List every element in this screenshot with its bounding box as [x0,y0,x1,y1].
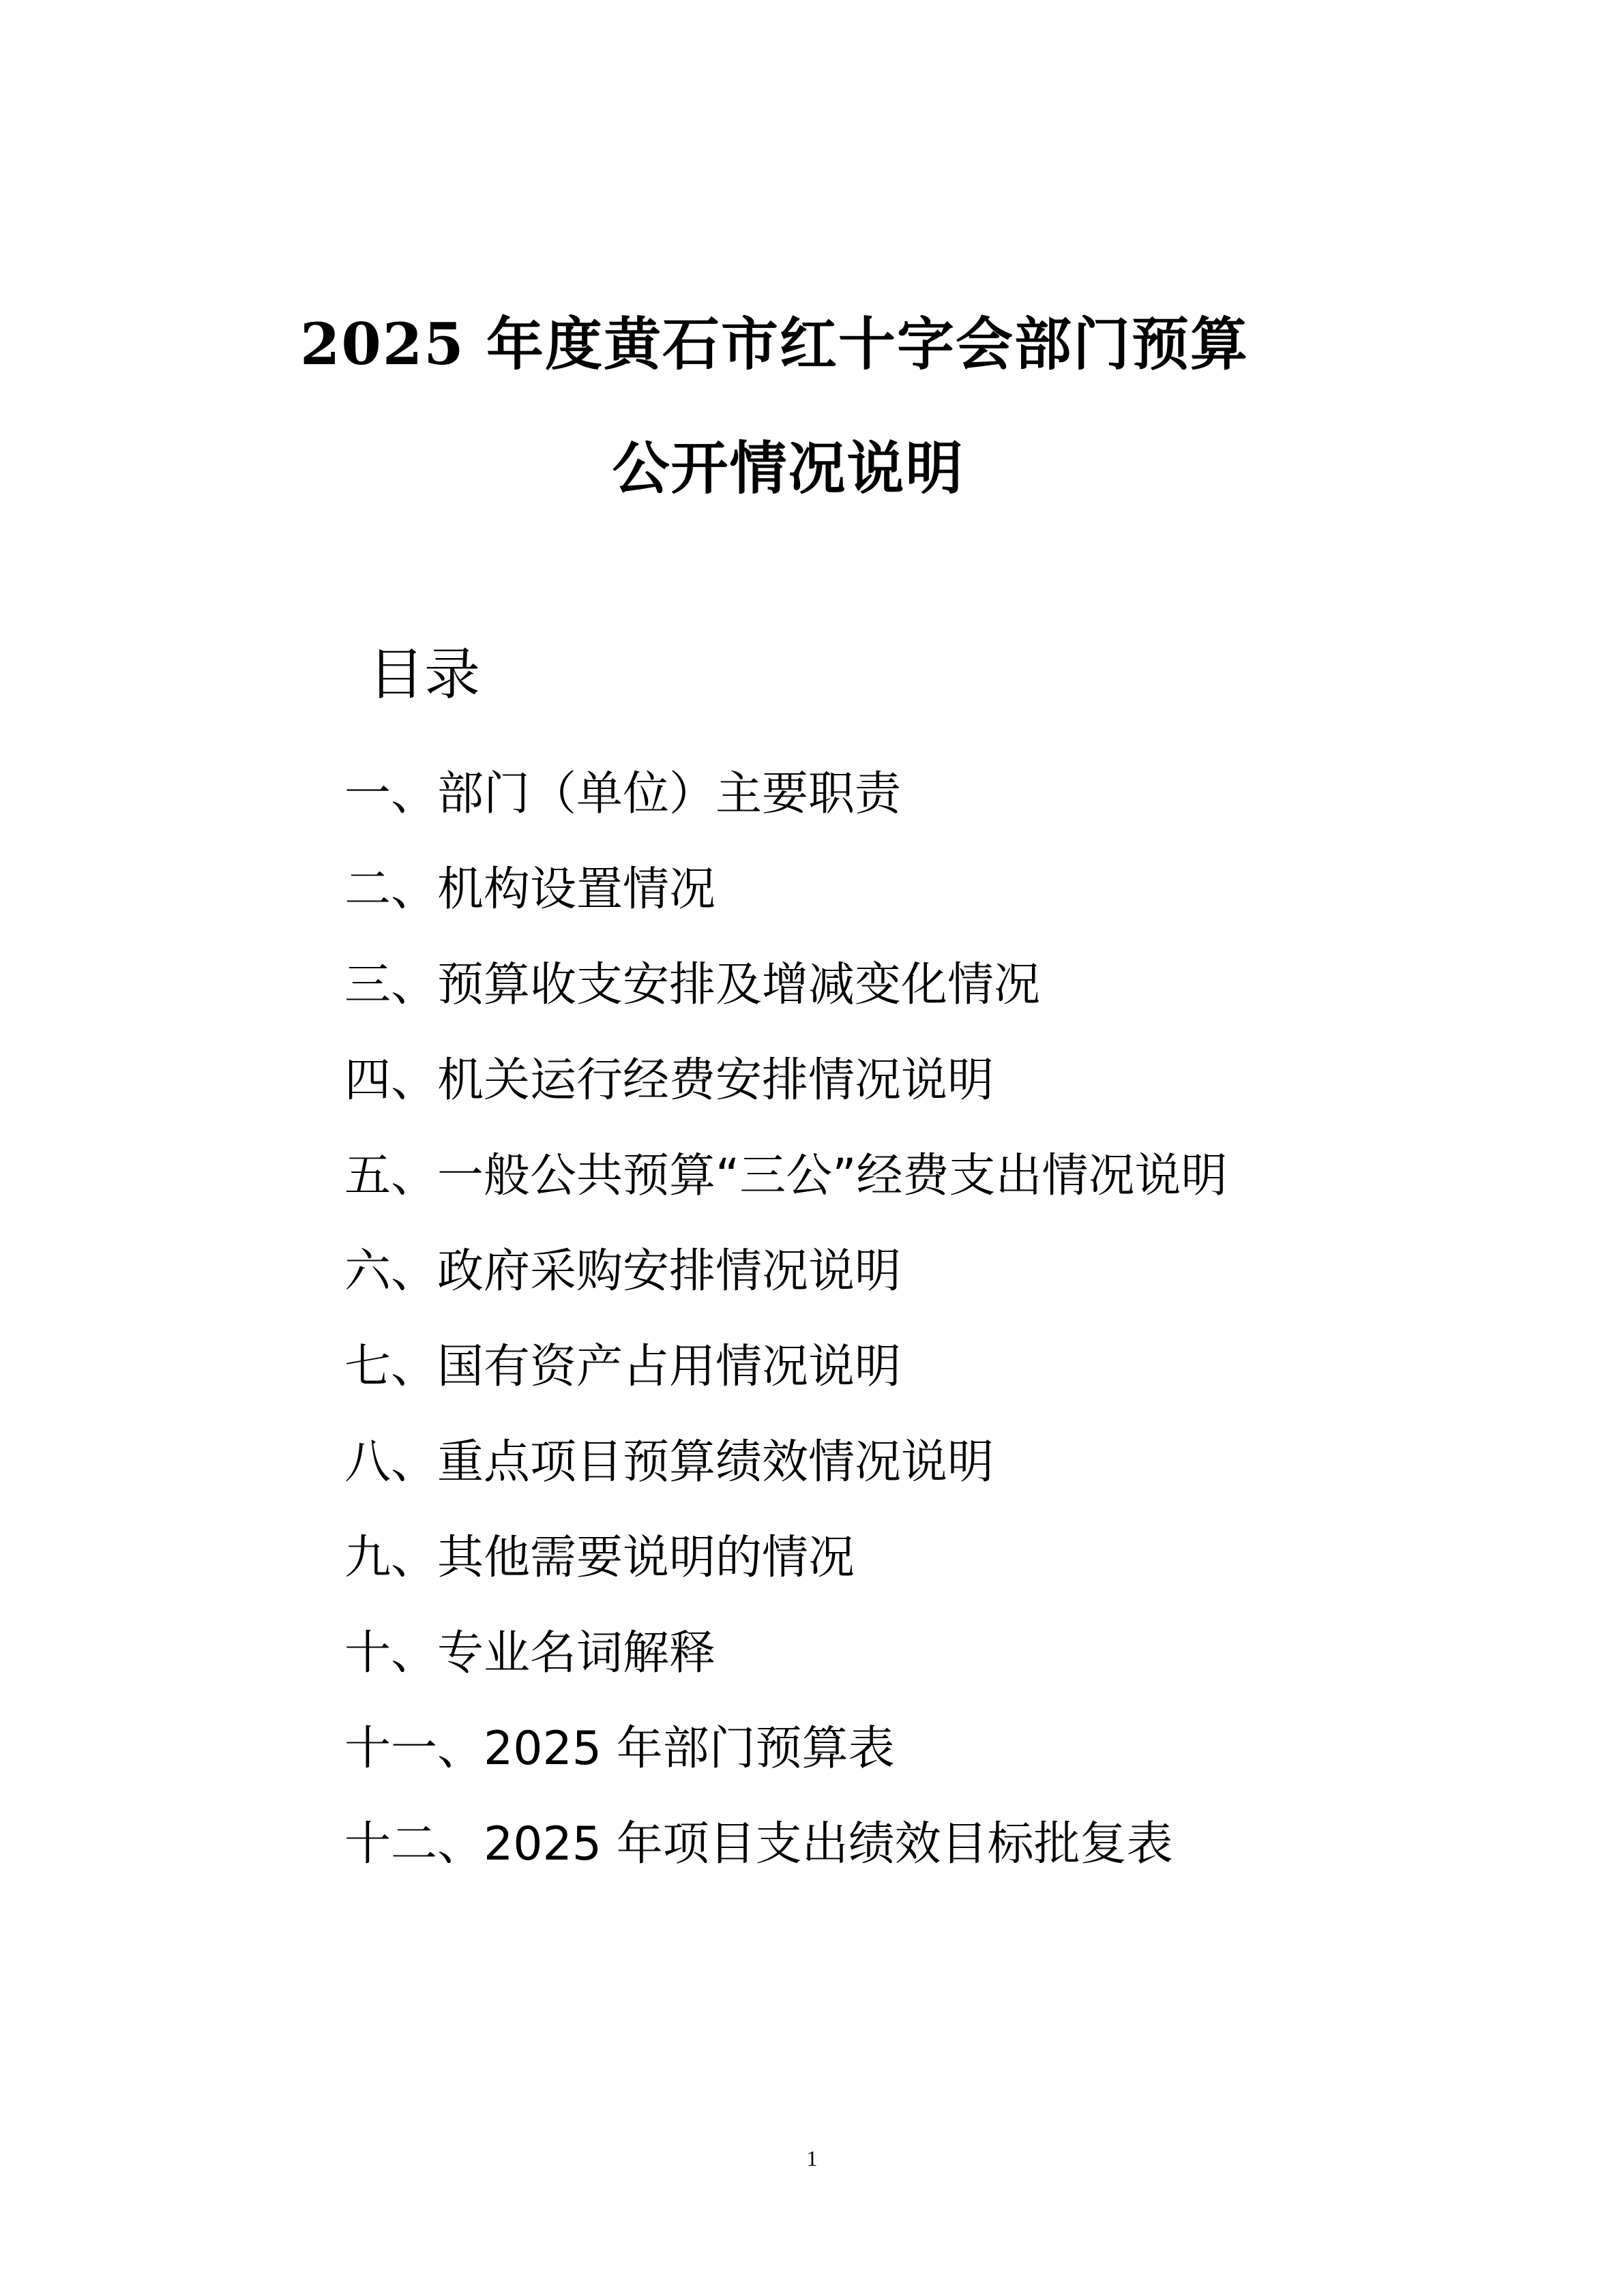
toc-item-10[interactable]: 十、专业名词解释 [344,1626,716,1680]
toc-item-9[interactable]: 九、其他需要说明的情况 [344,1531,855,1585]
toc-item-3[interactable]: 三、预算收支安排及增减变化情况 [344,958,1041,1012]
document-title-line-1: 2025 年度黄石市红十字会部门预算 [299,310,1250,378]
document-title-line-2: 公开情况说明 [612,434,964,502]
toc-item-7[interactable]: 七、国有资产占用情况说明 [344,1340,902,1394]
toc-item-12[interactable]: 十二、2025 年项目支出绩效目标批复表 [344,1817,1173,1871]
table-of-contents [344,747,1504,1892]
toc-item-1[interactable]: 一、部门（单位）主要职责 [344,767,902,821]
toc-item-11[interactable]: 十一、2025 年部门预算表 [344,1722,895,1776]
toc-heading: 目录 [368,642,481,707]
toc-item-4[interactable]: 四、机关运行经费安排情况说明 [344,1054,994,1107]
toc-item-5[interactable]: 五、一般公共预算“三公”经费支出情况说明 [344,1149,1228,1203]
toc-item-8[interactable]: 八、重点项目预算绩效情况说明 [344,1435,994,1489]
page-number: 1 [806,2146,818,2171]
toc-item-6[interactable]: 六、政府采购安排情况说明 [344,1244,902,1298]
toc-item-2[interactable]: 二、机构设置情况 [344,863,716,916]
